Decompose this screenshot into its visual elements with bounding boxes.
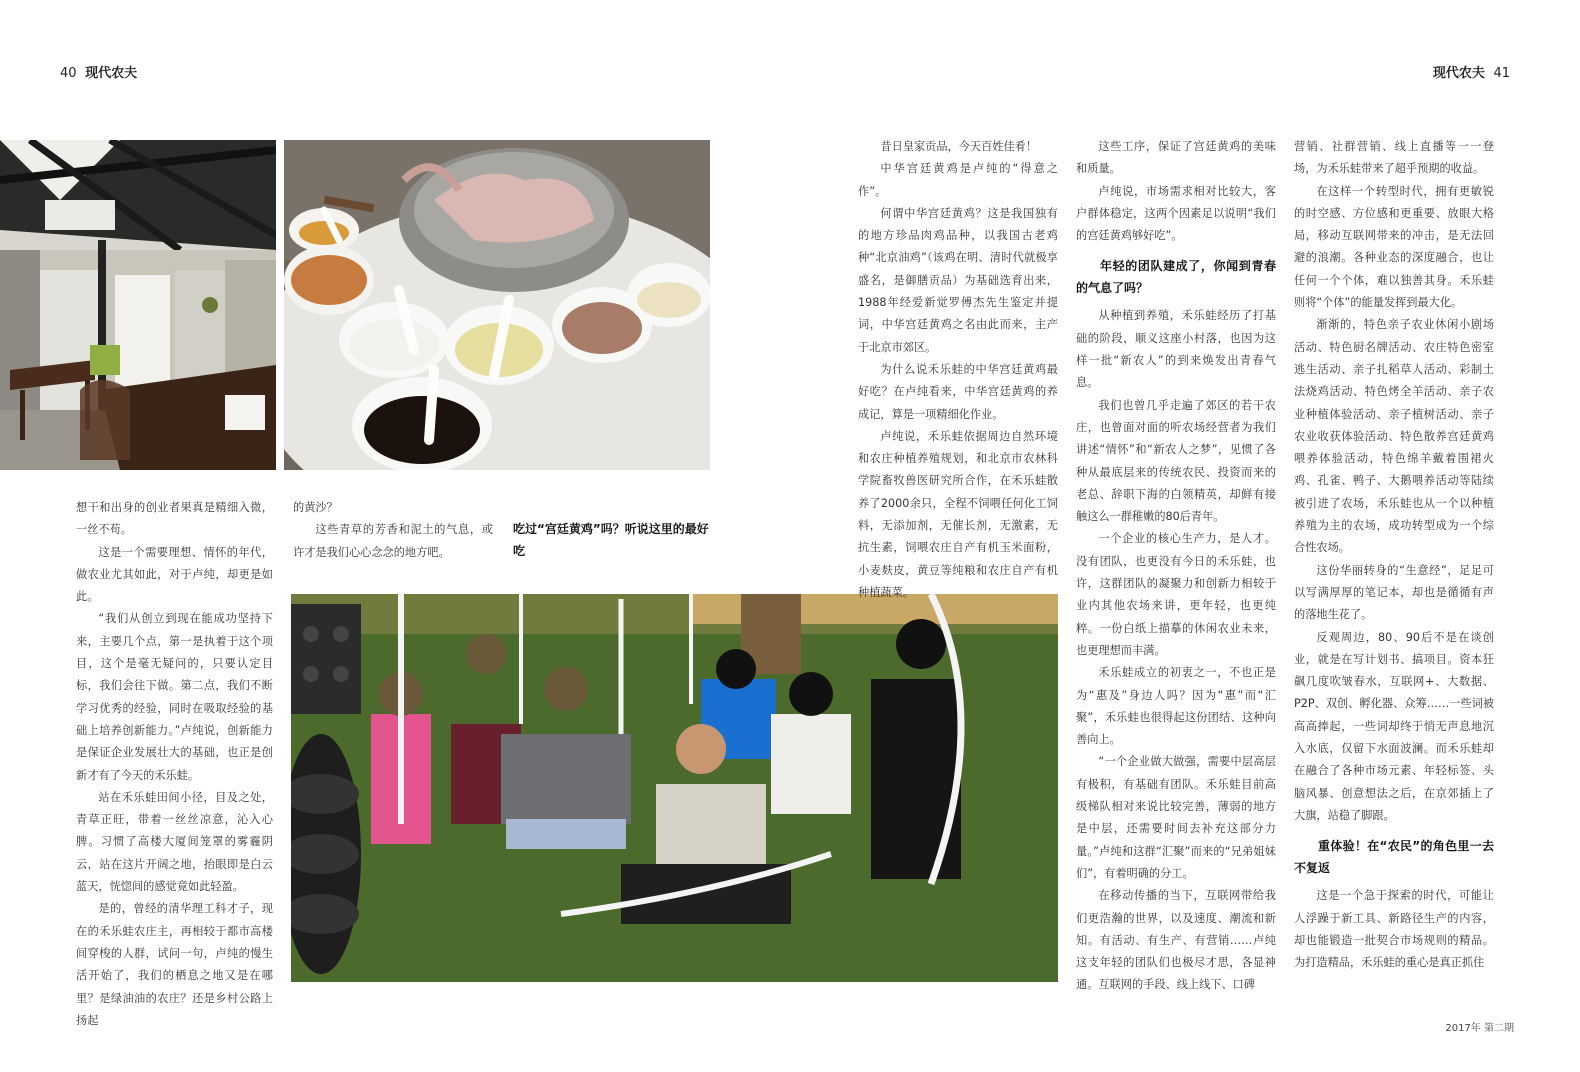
paragraph: 这份华丽转身的“生意经”，足足可以写满厚厚的笔记本，却也是循循有声的落地生花了。 — [1294, 563, 1494, 622]
paragraph: 反观周边，80、90后不是在谈创业，就是在写计划书、搞项目。资本狂飙几度吹皱春水，互联网+、大数据、P2P、双创、孵化器、众筹……一些词被高高捧起，一些词却终于悄无声息地沉入水底，仅留下水面波澜。而禾乐蛙却在融合了各种市场元素、年轻标签、头脑风暴、创意想法之后，在京郊插上了大旗，站稳了脚跟。 — [1294, 630, 1494, 822]
paragraph: “一个企业做大做强，需要中层高层有极积，有基础有团队。禾乐蛙目前高级梯队相对来说比较完善，薄弱的地方是中层，还需要时间去补充这部分力量。”卢纯和这群“汇聚”而来的“兄弟姐妹们”，有着明确的分工。 — [1076, 755, 1276, 880]
article-column-3 — [858, 136, 1058, 604]
right-page-header — [1433, 62, 1514, 81]
section-heading: 重体验！在“农民”的角色里一去不复返 — [1294, 839, 1494, 876]
paragraph: 从种植到养殖，禾乐蛙经历了打基础的阶段，顺义这座小村落，也因为这样一批“新农人”的到来焕发出青春气息。 — [1076, 309, 1276, 390]
paragraph: 为什么说禾乐蛙的中华宫廷黄鸡最好吃？在卢纯看来，中华宫廷黄鸡的养成记，算是一项精细化作业。 — [858, 362, 1058, 421]
article-column-1 — [76, 497, 273, 1032]
right-page-number: 41 — [1493, 66, 1510, 81]
paragraph: 的黄沙？ — [293, 501, 338, 514]
paragraph: “我们从创立到现在能成功坚持下来，主要几个点，第一是执着于这个项目，这个是毫无疑问的，只要认定目标，我们会往下做。第二点，我们不断学习优秀的经验，同时在吸取经验的基础上培养创新能力。”卢纯说，创新能力是保证企业发展壮大的基础，也正是创新才有了今天的禾乐蛙。 — [76, 612, 273, 782]
paragraph: 卢纯说，市场需求相对比较大，客户群体稳定，这两个因素足以说明“我们的宫廷黄鸡够好吃”。 — [1076, 184, 1276, 243]
paragraph: 这是一个急于探索的时代，可能让人浮躁于新工具、新路径生产的内容，却也能锻造一批契合市场规则的精品。为打造精品，禾乐蛙的重心是真正抓住 — [1294, 889, 1494, 970]
archery-group-photo — [291, 594, 1058, 982]
interior-photo — [0, 140, 276, 470]
paragraph: 中华宫廷黄鸡是卢纯的“得意之作”。 — [858, 162, 1058, 198]
paragraph: 禾乐蛙成立的初衷之一，不也正是为“惠及”身边人吗？因为“惠”而“汇聚”，禾乐蛙也很得起这份团结、这种向善向上。 — [1076, 666, 1276, 747]
left-page-number: 40 — [60, 66, 77, 81]
left-magazine-title: 现代农夫 — [85, 66, 138, 81]
paragraph: 在移动传播的当下，互联网带给我们更浩瀚的世界，以及速度、潮流和新知。有活动、有生产、有营销……卢纯这支年轻的团队们也极尽才思，各显神通。互联网的手段、线上线下、口碑 — [1076, 889, 1276, 992]
paragraph: 一个企业的核心生产力，是人才。没有团队，也更没有今日的禾乐蛙，也许，这群团队的凝聚力和创新力相较于业内其他农场来讲，更年轻，也更纯粹。一份白纸上描摹的休闲农业未来，也更理想而丰满。 — [1076, 532, 1276, 657]
paragraph: 这些工序，保证了宫廷黄鸡的美味和质量。 — [1076, 140, 1276, 176]
paragraph: 这是一个需要理想、情怀的年代，做农业尤其如此，对于卢纯，却更是如此。 — [76, 545, 273, 604]
section-heading: 年轻的团队建成了，你闻到青春的气息了吗？ — [1076, 259, 1276, 296]
paragraph: 何谓中华宫廷黄鸡？这是我国独有的地方珍品肉鸡品种，以我国古老鸡种“北京油鸡”（该鸡在明、清时代就极享盛名，是御膳贡品）为基础选育出来，1988年经爱新觉罗傅杰先生鉴定并提词，中华宫廷黄鸡之名由此而来，主产于北京市郊区。 — [858, 206, 1058, 354]
article-column-5 — [1294, 136, 1494, 974]
paragraph: 昔日皇家贡品，今天百姓佳肴！ — [880, 140, 1038, 153]
paragraph: 渐渐的，特色亲子农业休闲小剧场活动、特色厨名牌活动、农庄特色密室逃生活动、亲子扎稻草人活动、彩制土法烧鸡活动、特色烤全羊活动、亲子农业种植体验活动、亲子植树活动、亲子农业收获体验活动、特色散养宫廷黄鸡喂养体验活动，特色绵羊戴着围裙火鸡、孔雀、鸭子、大鹅喂养活动等陆续被引进了农场，禾乐蛙也从一个以种植养殖为主的农场，成功转型成为一个综合性农场。 — [1294, 318, 1494, 555]
paragraph: 营销、社群营销、线上直播等一一登场，为禾乐蛙带来了超乎预期的收益。 — [1294, 140, 1494, 176]
paragraph: 站在禾乐蛙田间小径，目及之处，青草正旺，带着一丝丝凉意，沁入心脾。习惯了高楼大厦间笼罩的雾霾阴云，站在这片开阔之地，抬眼即是白云蓝天，恍惚间的感觉竟如此轻盈。 — [76, 790, 273, 894]
paragraph: 在这样一个转型时代，拥有更敏锐的时空感、方位感和更重要、放眼大格局，移动互联网带来的冲击，是无法回避的浪潮。各种业态的深度融合，也让任何一个个体，难以独善其身。禾乐蛙则将“个体”的能量发挥到最大化。 — [1294, 184, 1494, 310]
right-magazine-title: 现代农夫 — [1432, 66, 1485, 81]
article-column-2 — [293, 497, 493, 564]
article-column-4 — [1076, 136, 1276, 997]
paragraph: 卢纯说，禾乐蛙依据周边自然环境和农庄种植养殖规划，和北京市农林科学院畜牧兽医研究所合作，在禾乐蛙散养了2000余只，全程不饲喂任何化工饲料，无添加剂，无催长剂，无激素，无抗生素，饲喂农庄自产有机玉米面粉，小麦麸皮，黄豆等纯粮和农庄自产有机种植蔬菜。 — [858, 429, 1058, 599]
left-page-header — [56, 62, 137, 81]
issue-footer: 2017年 第二期 — [1445, 1023, 1514, 1034]
paragraph: 想干和出身的创业者果真是精细入微，一丝不苟。 — [76, 501, 273, 537]
food-photo — [284, 140, 710, 470]
paragraph: 是的，曾经的清华理工科才子，现在的禾乐蛙农庄主，再相较于都市高楼间穿梭的人群，试问一句，卢纯的慢生活开始了，我们的栖息之地又是在哪里？是绿油油的农庄？还是乡村公路上扬起 — [76, 902, 273, 1027]
paragraph: 我们也曾几乎走遍了郊区的若干农庄，也曾面对面的听农场经营者为我们讲述“情怀”和“新农人之梦”，见惯了各种从最底层来的传统农民、投资而来的老总、辞职下海的白领精英，却鲜有接触这么一群稚嫩的80后青年。 — [1076, 398, 1276, 524]
paragraph: 这些青草的芳香和泥土的气息，或许才是我们心心念念的地方吧。 — [293, 523, 493, 559]
photo-caption: 吃过“宫廷黄鸡”吗？听说这里的最好吃 — [513, 522, 709, 558]
